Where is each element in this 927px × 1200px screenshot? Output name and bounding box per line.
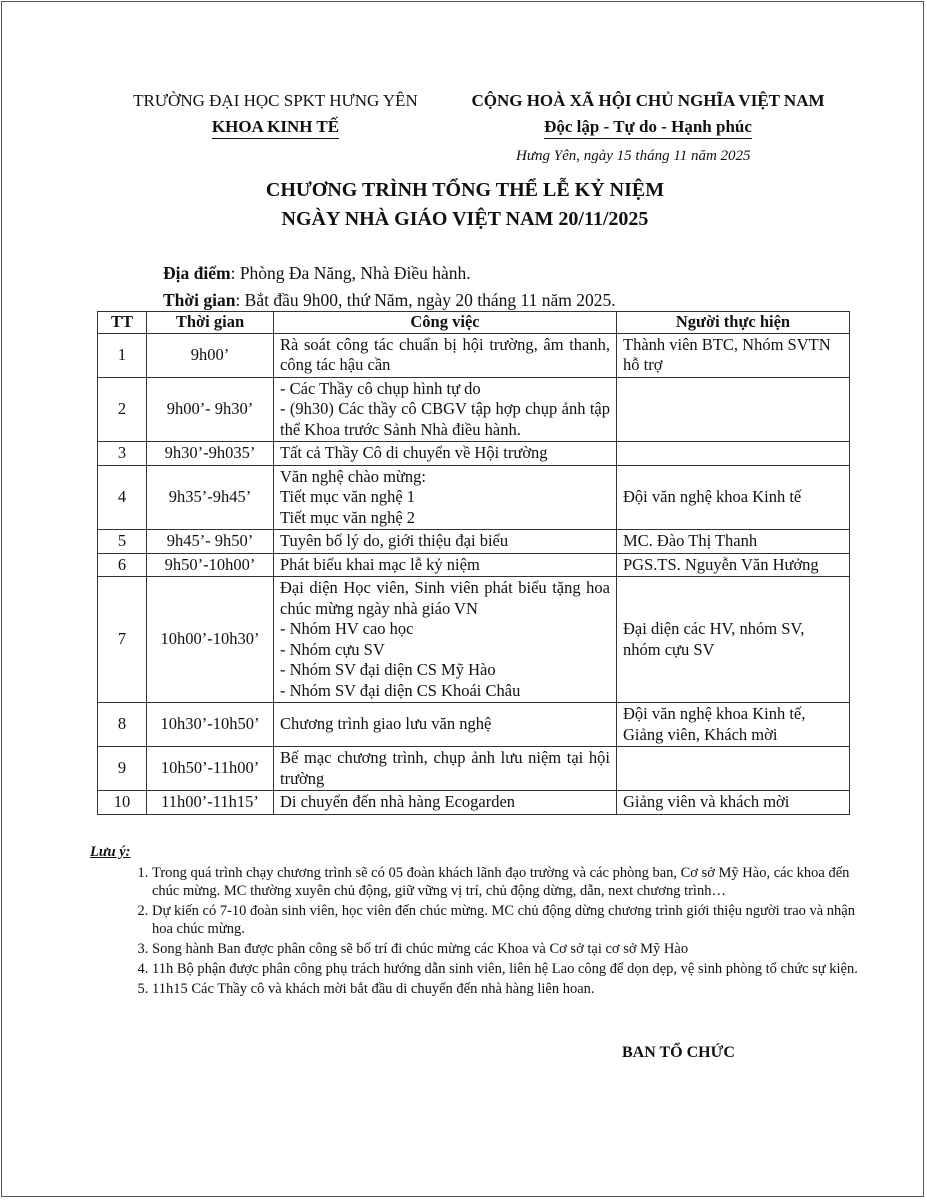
task-line: Đại diện Học viên, Sinh viên phát biểu tặng hoa chúc mừng ngày nhà giáo VN [280,578,610,618]
cell-tt: 8 [98,703,147,747]
table-row [98,747,850,791]
cell-task [274,791,617,815]
task-line: Bế mạc chương trình, chụp ảnh lưu niệm tại hội trường [280,748,610,788]
task-line: Phát biểu khai mạc lễ kỷ niệm [280,554,480,574]
person-line: Giảng viên và khách mời [623,792,790,811]
cell-person [617,333,850,377]
note-item: 2. Dự kiến có 7-10 đoàn sinh viên, học viên đến chúc mừng. MC chủ động dừng chương trình giới thiệu người trao và nhận hoa chúc mừng. [152,902,870,938]
page-title [150,176,780,234]
schedule-table [97,311,850,815]
cell-task [274,333,617,377]
person-line: Thành viên BTC, Nhóm SVTN hỗ trợ [623,334,831,374]
table-row [98,465,850,530]
cell-tt: 7 [98,577,147,703]
table-header-row [98,312,850,334]
cell-time: 10h50’-11h00’ [147,747,274,791]
cell-tt: 5 [98,530,147,554]
cell-person [617,747,850,791]
task-line: Tuyên bố lý do, giới thiệu đại biểu [280,531,509,550]
university-name: TRƯỜNG ĐẠI HỌC SPKT HƯNG YÊN [133,91,418,110]
cell-tt: 10 [98,791,147,815]
cell-task [274,465,617,530]
header-time: Thời gian [147,312,274,334]
header-right [448,88,848,140]
person-line: Đội văn nghệ khoa Kinh tế, Giảng viên, Khách mời [623,704,806,744]
person-line: Đại diện các HV, nhóm SV, nhóm cựu SV [623,619,805,659]
cell-person [617,703,850,747]
cell-person [617,377,850,442]
cell-time: 9h45’- 9h50’ [147,530,274,554]
task-line: Tất cả Thầy Cô di chuyển về Hội trường [280,443,548,462]
cell-tt: 3 [98,442,147,466]
cell-time: 9h50’-10h00’ [147,553,274,577]
notes-label: Lưu ý: [90,844,131,860]
note-item: 5. 11h15 Các Thầy cô và khách mời bắt đầu di chuyển đến nhà hàng liên hoan. [152,980,870,998]
table-row [98,577,850,703]
person-line: MC. Đào Thị Thanh [623,531,758,550]
time-value: : Bắt đầu 9h00, thứ Năm, ngày 20 tháng 11 năm 2025. [235,290,616,310]
time-line [163,287,616,314]
event-meta [163,260,616,314]
location-label: Địa điểm [163,263,231,283]
task-line: - Nhóm SV đại diện CS Khoái Châu [280,680,521,700]
cell-time: 10h30’-10h50’ [147,703,274,747]
cell-person [617,553,850,577]
task-line: - Nhóm HV cao học [280,619,414,638]
header-person: Người thực hiện [617,312,850,334]
header-left [108,88,443,140]
cell-task [274,377,617,442]
cell-task [274,577,617,703]
task-line: - Nhóm cựu SV [280,639,385,659]
location-line [163,260,616,287]
note-item: 3. Song hành Ban được phân công sẽ bố trí đi chúc mừng các Khoa và Cơ sở tại cơ sở Mỹ Hào [152,940,870,958]
title-line-2: NGÀY NHÀ GIÁO VIỆT NAM 20/11/2025 [281,208,649,230]
table-row [98,530,850,554]
table-row [98,553,850,577]
cell-tt: 6 [98,553,147,577]
cell-tt: 1 [98,333,147,377]
location-value: : Phòng Đa Năng, Nhà Điều hành. [230,263,471,283]
document-date: Hưng Yên, ngày 15 tháng 11 năm 2025 [516,148,751,164]
time-label: Thời gian [163,290,236,310]
notes-list [90,864,870,998]
cell-person [617,465,850,530]
country-name: CỘNG HOÀ XÃ HỘI CHỦ NGHĨA VIỆT NAM [471,91,825,110]
task-line: Văn nghệ chào mừng: [280,466,426,486]
cell-task [274,553,617,577]
person-line: Đội văn nghệ khoa Kinh tế [623,487,802,506]
cell-time: 9h00’- 9h30’ [147,377,274,442]
table-row [98,333,850,377]
cell-task [274,703,617,747]
task-line: Di chuyển đến nhà hàng Ecogarden [280,792,516,811]
task-line: Tiết mục văn nghệ 1 [280,487,416,506]
cell-time: 9h30’-9h035’ [147,442,274,466]
faculty-name: KHOA KINH TẾ [212,116,339,139]
table-row [98,442,850,466]
cell-time: 9h35’-9h45’ [147,465,274,530]
person-line: PGS.TS. Nguyễn Văn Hưởng [623,554,819,574]
task-line: - Nhóm SV đại diện CS Mỹ Hào [280,660,496,679]
note-item: 1. Trong quá trình chạy chương trình sẽ có 05 đoàn khách lãnh đạo trường và các phòng ban, Cơ sở Mỹ Hào, các khoa đến chúc mừng. MC thường xuyên chủ động, giữ vững vị trí, chủ động dừng, dẫn, next chương trình… [152,864,870,900]
cell-tt: 9 [98,747,147,791]
task-line: - Các Thầy cô chụp hình tự do [280,378,481,398]
task-line: Rà soát công tác chuẩn bị hội trường, âm thanh, công tác hậu cần [280,334,610,374]
national-motto: Độc lập - Tự do - Hạnh phúc [544,116,752,139]
table-row [98,377,850,442]
cell-task [274,442,617,466]
note-item: 4. 11h Bộ phận được phân công phụ trách hướng dẫn sinh viên, liên hệ Lao công để dọn dẹp, vệ sinh phòng tổ chức sự kiện. [152,960,870,978]
cell-task [274,530,617,554]
header-tt: TT [98,312,147,334]
cell-tt: 2 [98,377,147,442]
cell-time: 11h00’-11h15’ [147,791,274,815]
cell-person [617,442,850,466]
table-row [98,791,850,815]
notes-section [90,843,870,1000]
task-line: Tiết mục văn nghệ 2 [280,507,416,527]
header-task: Công việc [274,312,617,334]
cell-task [274,747,617,791]
cell-person [617,577,850,703]
table-row [98,703,850,747]
task-line: - (9h30) Các thầy cô CBGV tập hợp chụp ảnh tập thể Khoa trước Sảnh Nhà điều hành. [280,399,610,439]
signature: BAN TỔ CHỨC [622,1044,735,1061]
cell-person [617,791,850,815]
cell-person [617,530,850,554]
cell-tt: 4 [98,465,147,530]
title-line-1: CHƯƠNG TRÌNH TỔNG THỂ LỄ KỶ NIỆM [265,179,665,201]
schedule-body [98,333,850,814]
cell-time: 9h00’ [147,333,274,377]
cell-time: 10h00’-10h30’ [147,577,274,703]
task-line: Chương trình giao lưu văn nghệ [280,714,492,734]
